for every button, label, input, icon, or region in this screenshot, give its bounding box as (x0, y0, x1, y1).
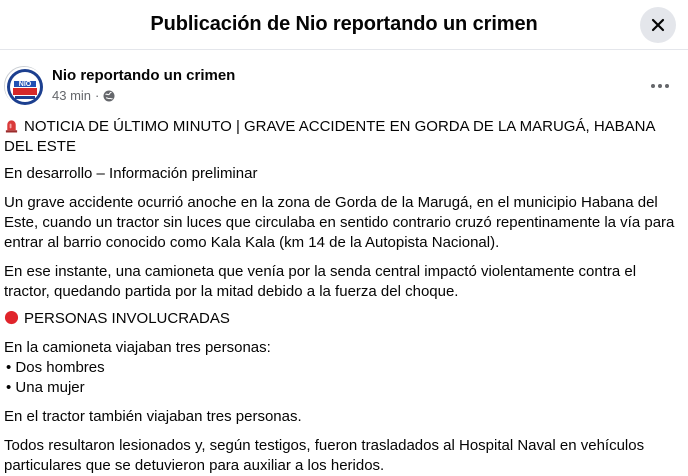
section-heading: PERSONAS INVOLUCRADAS (4, 309, 684, 329)
paragraph-1 (4, 193, 684, 253)
paragraph-2 (4, 262, 684, 302)
dialog-title: Publicación de Nio reportando un crimen (150, 13, 538, 35)
list-item: • Dos hombres (6, 359, 105, 376)
closing-paragraph (4, 436, 684, 476)
siren-icon (4, 118, 19, 133)
post-body (4, 117, 684, 476)
more-horizontal-icon (650, 83, 670, 89)
post-status: En desarrollo – Información preliminar (4, 165, 258, 182)
more-options-button[interactable] (648, 76, 672, 96)
list-item: • Una mujer (6, 379, 85, 396)
paragraph-2-line-1: En ese instante, una camioneta que venía por la senda central impactó violentamente contra el (4, 263, 637, 280)
paragraph-1-line-2: Este, cuando un tractor sin luces que circulaba en sentido contrario cruzó repentinamente la vía para (4, 214, 675, 231)
close-icon (650, 17, 666, 33)
meta-separator: · (95, 88, 100, 103)
globe-icon[interactable] (103, 90, 115, 102)
paragraph-1-line-3: entrar al barrio conocido como Kala Kala (km 14 de la Autopista Nacional). (4, 234, 500, 251)
closing-line-2: particulares que se detuvieron para auxiliar a los heridos. (4, 457, 385, 474)
post-author[interactable]: Nio reportando un crimen (52, 67, 236, 84)
post-time[interactable]: 43 min (52, 88, 92, 103)
svg-text:NIO: NIO (18, 81, 32, 88)
tractor-line: En el tractor también viajaban tres personas. (4, 408, 302, 425)
dialog-header (0, 0, 688, 50)
paragraph-2-line-2: tractor, quedando partida por la mitad debido a la fuerza del choque. (4, 283, 459, 300)
closing-line-1: Todos resultaron lesionados y, según testigos, fueron trasladados al Hospital Naval en vehículos (4, 437, 645, 454)
paragraph-1-line-1: Un grave accidente ocurrió anoche en la zona de Gorda de la Marugá, en el municipio Habana del (4, 194, 658, 211)
avatar[interactable] (4, 66, 44, 106)
post-headline: NOTICIA DE ÚLTIMO MINUTO | GRAVE ACCIDENTE EN GORDA DE LA MARUGÁ, HABANA DEL ESTE (4, 118, 655, 155)
truck-intro: En la camioneta viajaban tres personas: (4, 339, 271, 356)
red-circle-icon (4, 310, 19, 325)
page-logo (5, 67, 45, 107)
close-button[interactable] (640, 7, 676, 43)
post-header (4, 66, 235, 106)
